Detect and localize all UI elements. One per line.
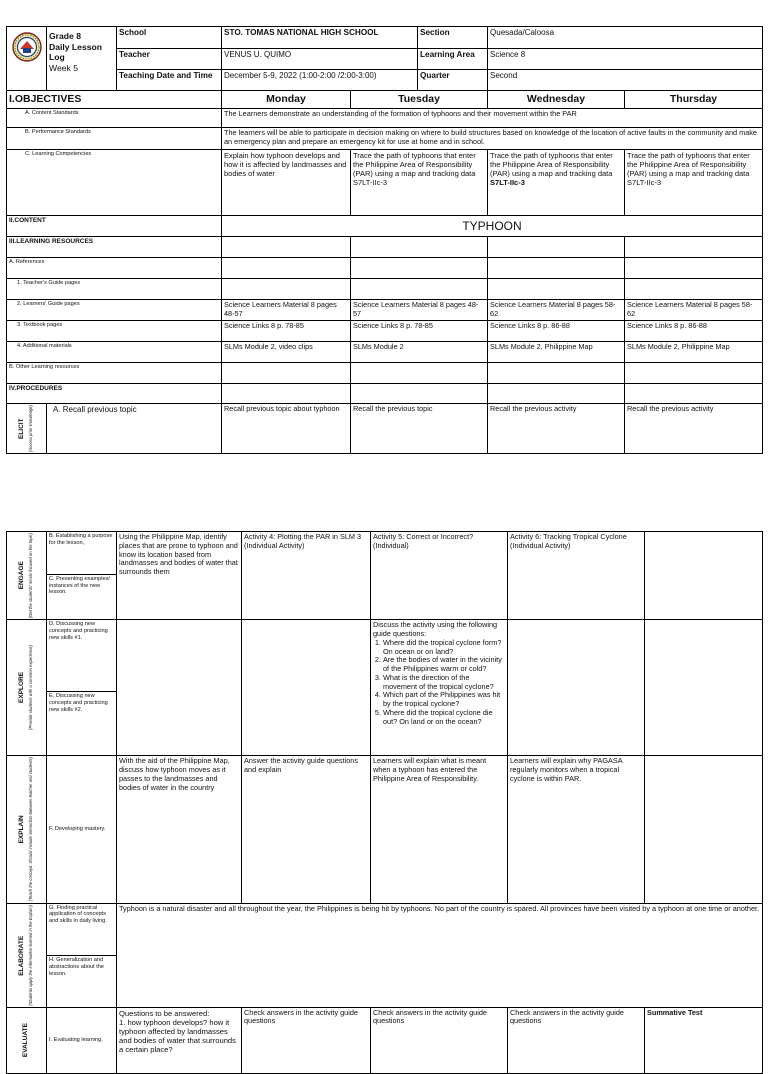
elicit-wednesday: Recall the previous activity	[488, 404, 625, 454]
engage-phase-title	[18, 533, 36, 618]
guide-question: 4. Which part of the Philippines was hit by the tropical cyclone?	[383, 691, 505, 709]
elaborate-phase-title	[18, 905, 36, 1006]
explore-monday	[117, 620, 242, 756]
phase-title: EXPLAIN	[17, 815, 25, 844]
explain-wednesday: Learners will explain what is meant when a typhoon has entered the Philippine Area of Responsibility.	[371, 756, 508, 903]
empty-cell	[351, 384, 488, 404]
content-heading: II.CONTENT	[7, 216, 222, 237]
school-logo-cell	[7, 27, 47, 91]
engage-phase-cell	[7, 532, 47, 620]
lesson-log-bottom-table	[6, 531, 763, 1074]
evaluate-monday	[117, 1007, 242, 1073]
guide-question: 3. What is the direction of the movement of the tropical cyclone?	[383, 674, 505, 692]
evaluate-question-item: 1. how typhoon develops? how it typhoon affected by landmasses and bodies of water that surrounds a certain place?	[119, 1017, 236, 1054]
competency-code: S7LT-IIc-3	[353, 178, 388, 188]
school-label: School	[117, 27, 222, 49]
guide-questions-list	[373, 639, 505, 727]
engage-tuesday: Activity 4: Plotting the PAR in SLM 3 (Individual Activity)	[242, 532, 371, 620]
empty-cell	[222, 258, 351, 279]
additional-materials-wednesday: SLMs Module 2, Philippine Map	[488, 342, 625, 363]
lesson-log-top-table	[6, 26, 763, 454]
school-value: STO. TOMAS NATIONAL HIGH SCHOOL	[222, 27, 418, 49]
competency-text: Trace the path of typhoons that enter the Philippine Area of Responsibility (PAR) using a map and tracking data	[627, 151, 750, 179]
teaching-date-value: December 5-9, 2022 (1:00-2:00 /2:00-3:00)	[222, 70, 418, 91]
phase-title: ELABORATE	[17, 935, 25, 976]
engage-thursday: Activity 6: Tracking Tropical Cyclone (Individual Activity)	[508, 532, 645, 620]
competency-thursday	[625, 150, 763, 216]
guide-question: 2. Are the bodies of water in the vicinity of the Philippines warm or cold?	[383, 656, 505, 674]
textbook-thursday: Science Links 8 p. 86-88	[625, 321, 763, 342]
phase-title: ENGAGE	[17, 561, 25, 590]
teacher-value: VENUS U. QUIMO	[222, 49, 418, 70]
procedures-heading: IV.PROCEDURES	[7, 384, 222, 404]
competency-text: Trace the path of typhoons that enter the Philippine Area of Responsibility (PAR) using a map and tracking data	[353, 151, 476, 179]
elaborate-step-g-label: G. Finding practical application of concepts and skills in daily living.	[47, 903, 117, 956]
guide-question: 1. Where did the tropical cyclone form? On ocean or on land?	[383, 639, 505, 657]
learners-guide-label: 2. Learners' Guide pages	[7, 300, 222, 321]
phase-subtitle: (Get the students' minds focused on the topic)	[27, 533, 33, 619]
dll-title-cell	[47, 27, 117, 91]
empty-cell	[351, 279, 488, 300]
quarter-value: Second	[488, 70, 763, 91]
elicit-tuesday: Recall the previous topic	[351, 404, 488, 454]
day-thursday: Thursday	[625, 91, 763, 109]
competency-code: S7LT-IIc-3	[490, 178, 525, 188]
competency-text: Explain how typhoon develops and how it is affected by landmasses and bodies of water	[224, 151, 347, 179]
engage-friday	[645, 532, 763, 620]
empty-cell	[488, 363, 625, 384]
learning-area-value: Science 8	[488, 49, 763, 70]
competency-tuesday	[351, 150, 488, 216]
elicit-phase-cell	[7, 404, 47, 454]
evaluate-friday: Summative Test	[645, 1007, 763, 1073]
engage-wednesday: Activity 5: Correct or Incorrect? (Individual)	[371, 532, 508, 620]
phase-title: ELICIT	[17, 418, 25, 439]
explain-monday: With the aid of the Philippine Map, discuss how typhoon moves as it passes to the landmasses and bodies of water in the country	[117, 756, 242, 903]
evaluate-questions-intro: Questions to be answered:	[119, 1008, 210, 1018]
competency-text: Trace the path of typhoons that enter the Philippine Area of Responsibility (PAR) using a map and tracking data	[490, 151, 613, 179]
empty-cell	[222, 237, 351, 258]
explore-friday	[645, 620, 763, 756]
engage-monday: Using the Philippine Map, identify places that are prone to typhoon and know its location based from landmasses and bodies of water that surrounds them	[117, 532, 242, 620]
learning-area-label: Learning Area	[418, 49, 488, 70]
empty-cell	[488, 384, 625, 404]
additional-materials-label: 4. Additional materials	[7, 342, 222, 363]
references-label: A. References	[7, 258, 222, 279]
evaluate-step-i-label: I. Evaluating learning.	[47, 1007, 117, 1073]
empty-cell	[351, 237, 488, 258]
deped-seal-icon	[12, 32, 42, 62]
phase-title: EVALUATE	[22, 1022, 30, 1058]
textbook-monday: Science Links 8 p. 78-85	[222, 321, 351, 342]
additional-materials-thursday: SLMs Module 2, Philippine Map	[625, 342, 763, 363]
elicit-monday: Recall previous topic about typhoon	[222, 404, 351, 454]
explore-step-d-label: D. Discussing new concepts and practicing new skills #1.	[47, 620, 117, 692]
quarter-label: Quarter	[418, 70, 488, 91]
empty-cell	[222, 279, 351, 300]
empty-cell	[625, 384, 763, 404]
elaborate-step-h-label: H. Generalization and abstractions about the lesson.	[47, 956, 117, 1007]
empty-cell	[222, 363, 351, 384]
empty-cell	[625, 258, 763, 279]
competency-code: S7LT-IIc-3	[627, 178, 662, 188]
day-tuesday: Tuesday	[351, 91, 488, 109]
additional-materials-monday: SLMs Module 2, video clips	[222, 342, 351, 363]
elicit-thursday: Recall the previous activity	[625, 404, 763, 454]
phase-subtitle: (Students apply the information learned in the Explain)	[27, 904, 33, 1006]
topic-title: TYPHOON	[222, 216, 763, 237]
evaluate-phase-cell	[7, 1007, 47, 1073]
explore-thursday	[508, 620, 645, 756]
additional-materials-tuesday: SLMs Module 2	[351, 342, 488, 363]
week-label: Week 5	[49, 63, 78, 74]
grade-level: Grade 8	[49, 31, 82, 41]
evaluate-tuesday: Check answers in the activity guide questions	[242, 1007, 371, 1073]
content-standards-text: The Learners demonstrate an understanding of the formation of typhoons and their movement within the PAR	[222, 109, 763, 128]
competency-wednesday	[488, 150, 625, 216]
performance-standards-label: B. Performance Standards	[7, 128, 222, 150]
explore-phase-title	[18, 645, 36, 730]
evaluate-thursday: Check answers in the activity guide questions	[508, 1007, 645, 1073]
learners-guide-wednesday: Science Learners Material 8 pages 58-62	[488, 300, 625, 321]
day-monday: Monday	[222, 91, 351, 109]
engage-step-c-label: C. Presenting examples/ instances of the new lesson.	[47, 574, 117, 619]
objectives-heading: I.OBJECTIVES	[7, 91, 222, 109]
phase-subtitle: (Teach the concept. Should include interaction between teacher and students)	[27, 757, 33, 902]
other-resources-label: B. Other Learning resources	[7, 363, 222, 384]
empty-cell	[625, 279, 763, 300]
dll-title: Daily Lesson Log	[49, 41, 103, 63]
guide-questions-intro: Discuss the activity using the following guide questions:	[373, 620, 498, 639]
explore-phase-cell	[7, 620, 47, 756]
learners-guide-thursday: Science Learners Material 8 pages 58-62	[625, 300, 763, 321]
explore-step-e-label: E. Discussing new concepts and practicing new skills #2.	[47, 692, 117, 756]
textbook-tuesday: Science Links 8 p. 78-85	[351, 321, 488, 342]
guide-question: 5. Where did the tropical cyclone die out? On land or on the ocean?	[383, 709, 505, 727]
teachers-guide-label: 1. Teacher's Guide pages	[7, 279, 222, 300]
elaborate-phase-cell	[7, 903, 47, 1007]
explain-friday	[645, 756, 763, 903]
empty-cell	[351, 258, 488, 279]
elicit-phase-title	[18, 405, 36, 452]
performance-standards-text: The learners will be able to participate in decision making on where to build structures based on knowledge of the location of active faults in the community and make an emergency plan and prepare an emergency kit for use at home and in school.	[222, 128, 763, 150]
content-standards-label: A. Content Standards	[7, 109, 222, 128]
explain-step-f-label: F. Developing mastery.	[47, 756, 117, 903]
empty-cell	[222, 384, 351, 404]
teaching-date-label: Teaching Date and Time	[117, 70, 222, 91]
learning-resources-heading: III.LEARNING RESOURCES	[7, 237, 222, 258]
textbook-label: 3. Textbook pages	[7, 321, 222, 342]
teacher-label: Teacher	[117, 49, 222, 70]
explain-thursday: Learners will explain why PAGASA regularly monitors when a tropical cyclone is within PAR.	[508, 756, 645, 903]
empty-cell	[625, 363, 763, 384]
explain-phase-title	[18, 757, 36, 901]
explain-tuesday: Answer the activity guide questions and explain	[242, 756, 371, 903]
learners-guide-tuesday: Science Learners Material 8 pages 48-57	[351, 300, 488, 321]
day-wednesday: Wednesday	[488, 91, 625, 109]
empty-cell	[488, 279, 625, 300]
phase-subtitle: (Access prior knowledge)	[27, 405, 33, 453]
phase-title: EXPLORE	[17, 672, 25, 704]
section-value: Quesada/Caloosa	[488, 27, 763, 49]
empty-cell	[488, 258, 625, 279]
learning-competencies-label: C. Learning Competencies	[7, 150, 222, 216]
empty-cell	[351, 363, 488, 384]
explain-phase-cell	[7, 756, 47, 903]
empty-cell	[488, 237, 625, 258]
explore-wednesday	[371, 620, 508, 756]
competency-monday	[222, 150, 351, 216]
empty-cell	[625, 237, 763, 258]
evaluate-phase-title	[22, 1023, 31, 1057]
evaluate-wednesday: Check answers in the activity guide questions	[371, 1007, 508, 1073]
elicit-step-label: A. Recall previous topic	[47, 404, 222, 454]
phase-subtitle: (Provide students with a common experience)	[27, 645, 33, 731]
textbook-wednesday: Science Links 8 p. 86-88	[488, 321, 625, 342]
elaborate-text: Typhoon is a natural disaster and all throughout the year, the Philippines is being hit by typhoons. No part of the country is spared. All provinces have been visited by a typhoon at one time or another.	[117, 903, 763, 1007]
engage-step-b-label: B. Establishing a purpose for the lesson,	[47, 532, 117, 575]
section-label: Section	[418, 27, 488, 49]
explore-tuesday	[242, 620, 371, 756]
learners-guide-monday: Science Learners Material 8 pages 48-57	[222, 300, 351, 321]
